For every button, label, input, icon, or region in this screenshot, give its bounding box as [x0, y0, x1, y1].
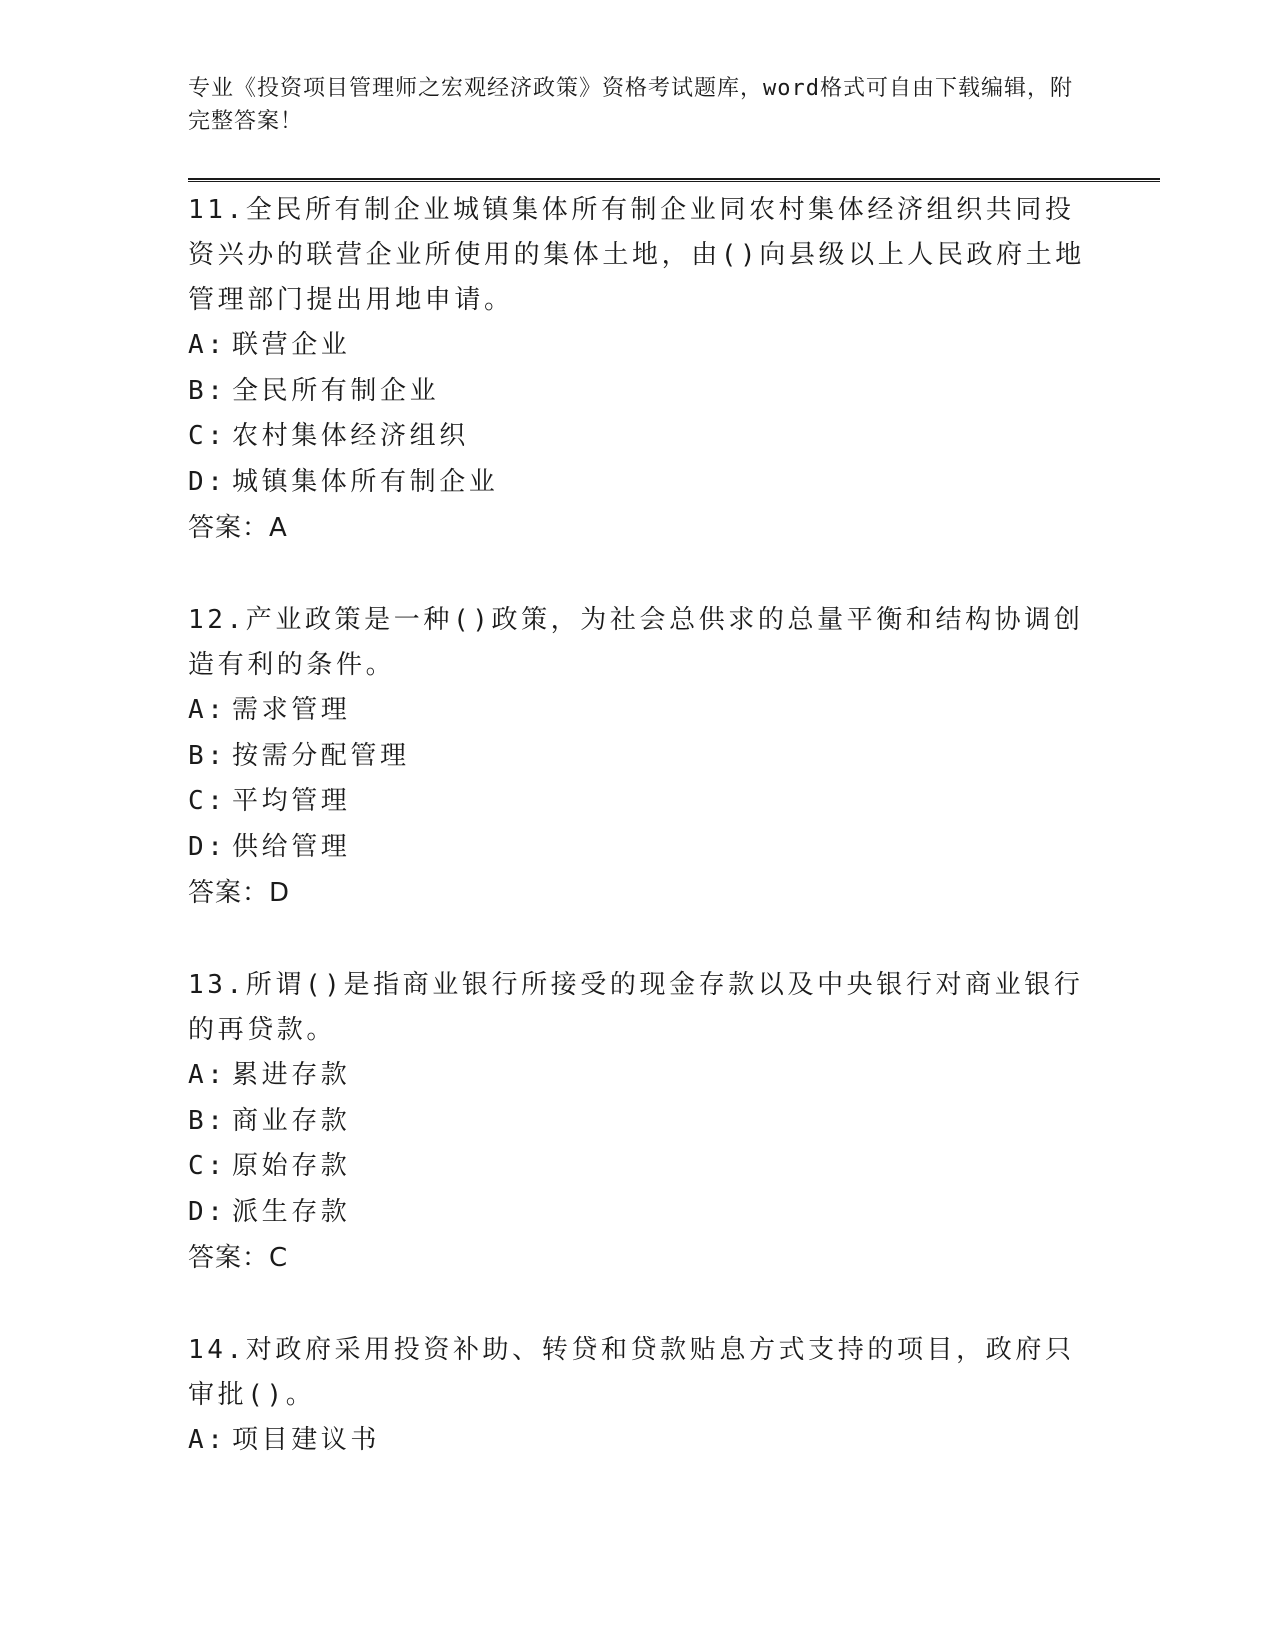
option-a: [188, 1053, 1088, 1099]
question-12: [188, 598, 1088, 916]
question-13: [188, 963, 1088, 1281]
option-letter: B:: [188, 375, 227, 406]
header-text: 专业《投资项目管理师之宏观经济政策》资格考试题库，word格式可自由下载编辑，附完整答案！: [188, 76, 1073, 134]
option-letter: A:: [188, 330, 227, 360]
answer-line: 答案：D: [188, 878, 291, 908]
option-text: 商业存款: [232, 1105, 351, 1136]
option-a: [188, 1418, 1088, 1464]
option-a: [188, 323, 1088, 369]
option-text: 城镇集体所有制企业: [232, 466, 499, 497]
option-letter: C:: [188, 786, 227, 816]
option-letter: A:: [188, 1425, 227, 1455]
option-letter: C:: [188, 421, 227, 451]
option-text: 需求管理: [232, 695, 351, 725]
question-list: [188, 188, 1088, 1511]
question-14: [188, 1328, 1088, 1464]
question-stem: 11.全民所有制企业城镇集体所有制企业同农村集体经济组织共同投资兴办的联营企业所使用的集体土地，由()向县级以上人民政府土地管理部门提出用地申请。: [188, 195, 1085, 315]
option-c: [188, 414, 1088, 460]
option-text: 原始存款: [232, 1151, 351, 1181]
option-letter: D:: [188, 1196, 227, 1227]
answer-line: 答案：A: [188, 513, 288, 543]
option-letter: B:: [188, 740, 227, 771]
option-letter: B:: [188, 1105, 227, 1136]
option-text: 按需分配管理: [232, 740, 410, 771]
option-b: [188, 369, 1088, 415]
answer-line: 答案：C: [188, 1243, 289, 1273]
option-letter: D:: [188, 466, 227, 497]
option-text: 供给管理: [232, 831, 351, 862]
option-d: [188, 460, 1088, 506]
header-divider: [188, 178, 1160, 182]
option-letter: A:: [188, 1060, 227, 1090]
question-stem: 14.对政府采用投资补助、转贷和贷款贴息方式支持的项目，政府只审批()。: [188, 1335, 1075, 1410]
option-text: 农村集体经济组织: [232, 421, 469, 451]
option-a: [188, 688, 1088, 734]
question-stem: 12.产业政策是一种()政策，为社会总供求的总量平衡和结构协调创造有利的条件。: [188, 605, 1084, 680]
option-letter: C:: [188, 1151, 227, 1181]
option-d: [188, 1190, 1088, 1236]
question-stem: 13.所谓()是指商业银行所接受的现金存款以及中央银行对商业银行的再贷款。: [188, 970, 1084, 1045]
option-c: [188, 1144, 1088, 1190]
option-c: [188, 779, 1088, 825]
option-text: 项目建议书: [232, 1425, 381, 1455]
option-text: 派生存款: [232, 1196, 351, 1227]
option-letter: A:: [188, 695, 227, 725]
option-d: [188, 825, 1088, 871]
option-b: [188, 734, 1088, 780]
option-letter: D:: [188, 831, 227, 862]
option-text: 平均管理: [232, 786, 351, 816]
question-11: [188, 188, 1088, 551]
option-b: [188, 1099, 1088, 1145]
option-text: 累进存款: [232, 1060, 351, 1090]
option-text: 全民所有制企业: [232, 375, 440, 406]
option-text: 联营企业: [232, 330, 351, 360]
document-header: [188, 72, 1160, 138]
